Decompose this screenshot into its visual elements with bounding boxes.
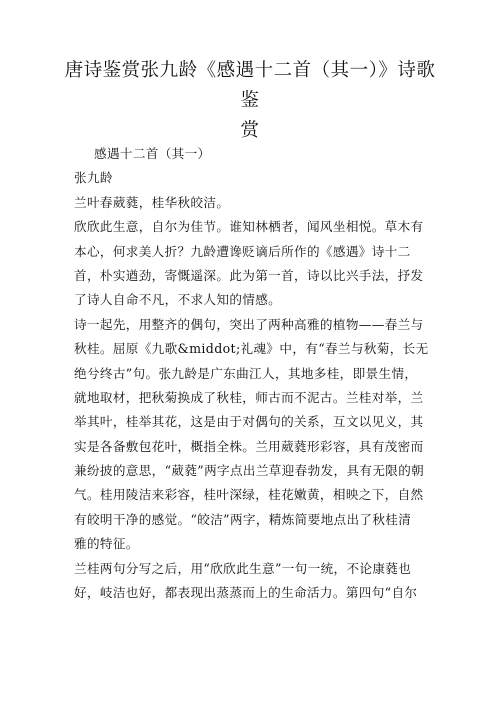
paragraph-line: 兼纷披的意思，“葳蕤”两字点出兰草迎春勃发，具有无限的朝 <box>74 463 425 479</box>
paragraph-line: 举其叶，桂举其花，这是由于对偶句的关系，互文以见义，其 <box>74 414 424 430</box>
poem-author: 张九龄 <box>74 170 113 186</box>
paragraph-line: 有皎明干净的感觉。“皎洁”两字，精炼简要地点出了秋桂清 <box>74 511 412 527</box>
paragraph-line: 就地取材，把秋菊换成了秋桂，师古而不泥古。兰桂对举，兰 <box>74 389 424 405</box>
paragraph-line: 兰叶春葳蕤，桂华秋皎洁。 <box>74 194 230 210</box>
paragraph-line: 好，岐洁也好，都表现出蒸蒸而上的生命活力。第四句“自尔 <box>74 585 418 601</box>
paragraph-line: 气。桂用陵洁来彩容，桂叶深绿，桂花嫩黄，相映之下，自然 <box>74 487 424 503</box>
document-body <box>74 142 430 605</box>
paragraph-line: 雅的特征。 <box>74 536 139 552</box>
paragraph-line: 兰桂两句分写之后，用“欣欣此生意”一句一统，不论康蕤也 <box>74 560 412 576</box>
paragraph-line: 诗一起先，用整齐的偶句，突出了两种高雅的植物——春兰与 <box>74 316 424 332</box>
paragraph-line: 秋桂。屈原《九歌&middot;礼魂》中，有“春兰与秋菊，长无 <box>74 341 429 357</box>
paragraph-line: 绝兮终古”句。张九龄是广东曲江人，其地多桂，即景生情， <box>74 365 418 381</box>
paragraph-line: 欣欣此生意，自尔为佳节。谁知林栖者，闻风坐相悦。草木有 <box>74 219 424 235</box>
title-line-2: 赏 <box>240 120 260 141</box>
paragraph-line: 首，朴实遒劲，寄慨遥深。此为第一首，诗以比兴手法，抒发 <box>74 267 424 283</box>
paragraph-line: 本心，何求美人折？九龄遭谗贬谪后所作的《感遇》诗十二 <box>74 243 411 259</box>
paragraph-line: 了诗人自命不凡，不求人知的情感。 <box>74 292 282 308</box>
title-line-1: 唐诗鉴赏张九龄《感遇十二首（其一）》诗歌鉴 <box>64 60 436 111</box>
paragraph-line: 实是各备敷包花叶，概指全株。兰用葳蕤形彩容，具有茂密而 <box>74 438 424 454</box>
poem-subtitle: 感遇十二首（其一） <box>94 146 211 161</box>
document-title <box>60 56 440 146</box>
